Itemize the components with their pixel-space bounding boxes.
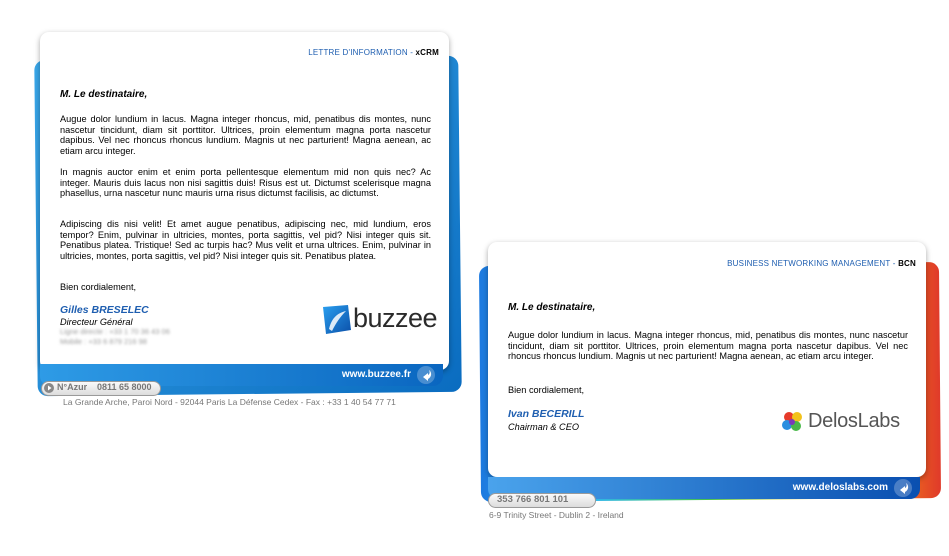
buzzee-logo-icon: [320, 303, 354, 337]
reply-arrow-icon[interactable]: [417, 366, 435, 384]
body-paragraph: Augue dolor lundium in lacus. Magna integer rhoncus, mid, penatibus dis montes, nunc nascetur tincidunt, diam sit porttitor. Ultrices, proin elementum magna porta nascetur dapibus. Vel nec rhoncus rhoncus lundium. Magnis ut nec parturient! Magna aenean, ac etiam arcu integer.: [60, 114, 431, 156]
postal-address: 6-9 Trinity Street - Dublin 2 - Ireland: [489, 510, 624, 520]
body-paragraph: In magnis auctor enim et enim porta pellentesque elementum mid non quis nec? Ac integer. Mauris duis lacus non nisi sagittis duis! Risus est ut. Dictumst scelerisque magna phasellus, urna nascetur nunc mauris urna risus dictumst facilisis, ac dictumst.: [60, 167, 431, 199]
closing: Bien cordialement,: [508, 385, 585, 395]
body-paragraph: Adipiscing dis nisi velit! Et amet augue penatibus, adipiscing nec, mid lundium, eros tempor? Enim, pulvinar in ultricies, montes, porta sagittis, vel pid? Nisi integer quis sit. Penatibus platea. Tristique! Sed ac turpis hac? Mus velit et urna ultrices. Enim, pulvinar in ultricies, montes, porta sagittis, vel pid? Nisi integer quis sit. Penatibus platea.: [60, 219, 431, 261]
newsletter-header: BUSINESS NETWORKING MANAGEMENT - BCN: [727, 259, 916, 268]
greeting: M. Le destinataire,: [60, 89, 148, 100]
body-paragraph: Augue dolor lundium in lacus. Magna integer rhoncus, mid, penatibus dis montes, nunc nascetur tincidunt, diam sit porttitor. Ultrices, proin elementum magna porta nascetur dapibus. Vel nec rhoncus rhoncus lundium. Magnis ut nec parturient! Magna aenean, ac etiam arcu integer.: [508, 330, 908, 362]
phone-pill: [41, 381, 161, 396]
signature-name: Ivan BECERILL: [508, 408, 585, 420]
website-link[interactable]: www.deloslabs.com: [792, 482, 888, 493]
closing: Bien cordialement,: [60, 282, 137, 292]
header-title: BUSINESS NETWORKING MANAGEMENT: [727, 259, 891, 268]
website-link[interactable]: www.buzzee.fr: [341, 369, 411, 380]
play-icon: [44, 383, 54, 393]
header-brand: xCRM: [415, 48, 439, 57]
deloslabs-logo: [780, 408, 910, 436]
reply-arrow-icon[interactable]: [894, 479, 912, 497]
postal-address: La Grande Arche, Paroi Nord - 92044 Paris La Défense Cedex - Fax : +33 1 40 54 77 71: [63, 397, 396, 407]
header-title: LETTRE D'INFORMATION: [308, 48, 408, 57]
phone-pill: [488, 493, 596, 508]
greeting: M. Le destinataire,: [508, 302, 596, 313]
phone-label: N°Azur: [57, 382, 88, 392]
letter-card: [40, 32, 449, 370]
deloslabs-logo-icon: [780, 410, 806, 434]
phone-number: 0811 65 8000: [97, 382, 152, 392]
newsletter-header: LETTRE D'INFORMATION - xCRM: [308, 48, 439, 57]
phone-number: 353 766 801 101: [497, 494, 569, 505]
signature-title: Directeur Général: [60, 317, 133, 327]
signature-phone-direct: Ligne directe : +33 1 70 36 43 06: [60, 327, 170, 336]
header-brand: BCN: [898, 259, 916, 268]
deloslabs-logo-text: DelosLabs: [808, 410, 900, 432]
signature-phone-mobile: Mobile : +33 6 879 216 98: [60, 337, 147, 346]
letter-card: [488, 242, 926, 477]
signature-title: Chairman & CEO: [508, 422, 579, 432]
signature-name: Gilles BRESELEC: [60, 304, 149, 316]
buzzee-logo: [320, 300, 442, 340]
buzzee-logo-text: buzzee: [353, 303, 438, 333]
